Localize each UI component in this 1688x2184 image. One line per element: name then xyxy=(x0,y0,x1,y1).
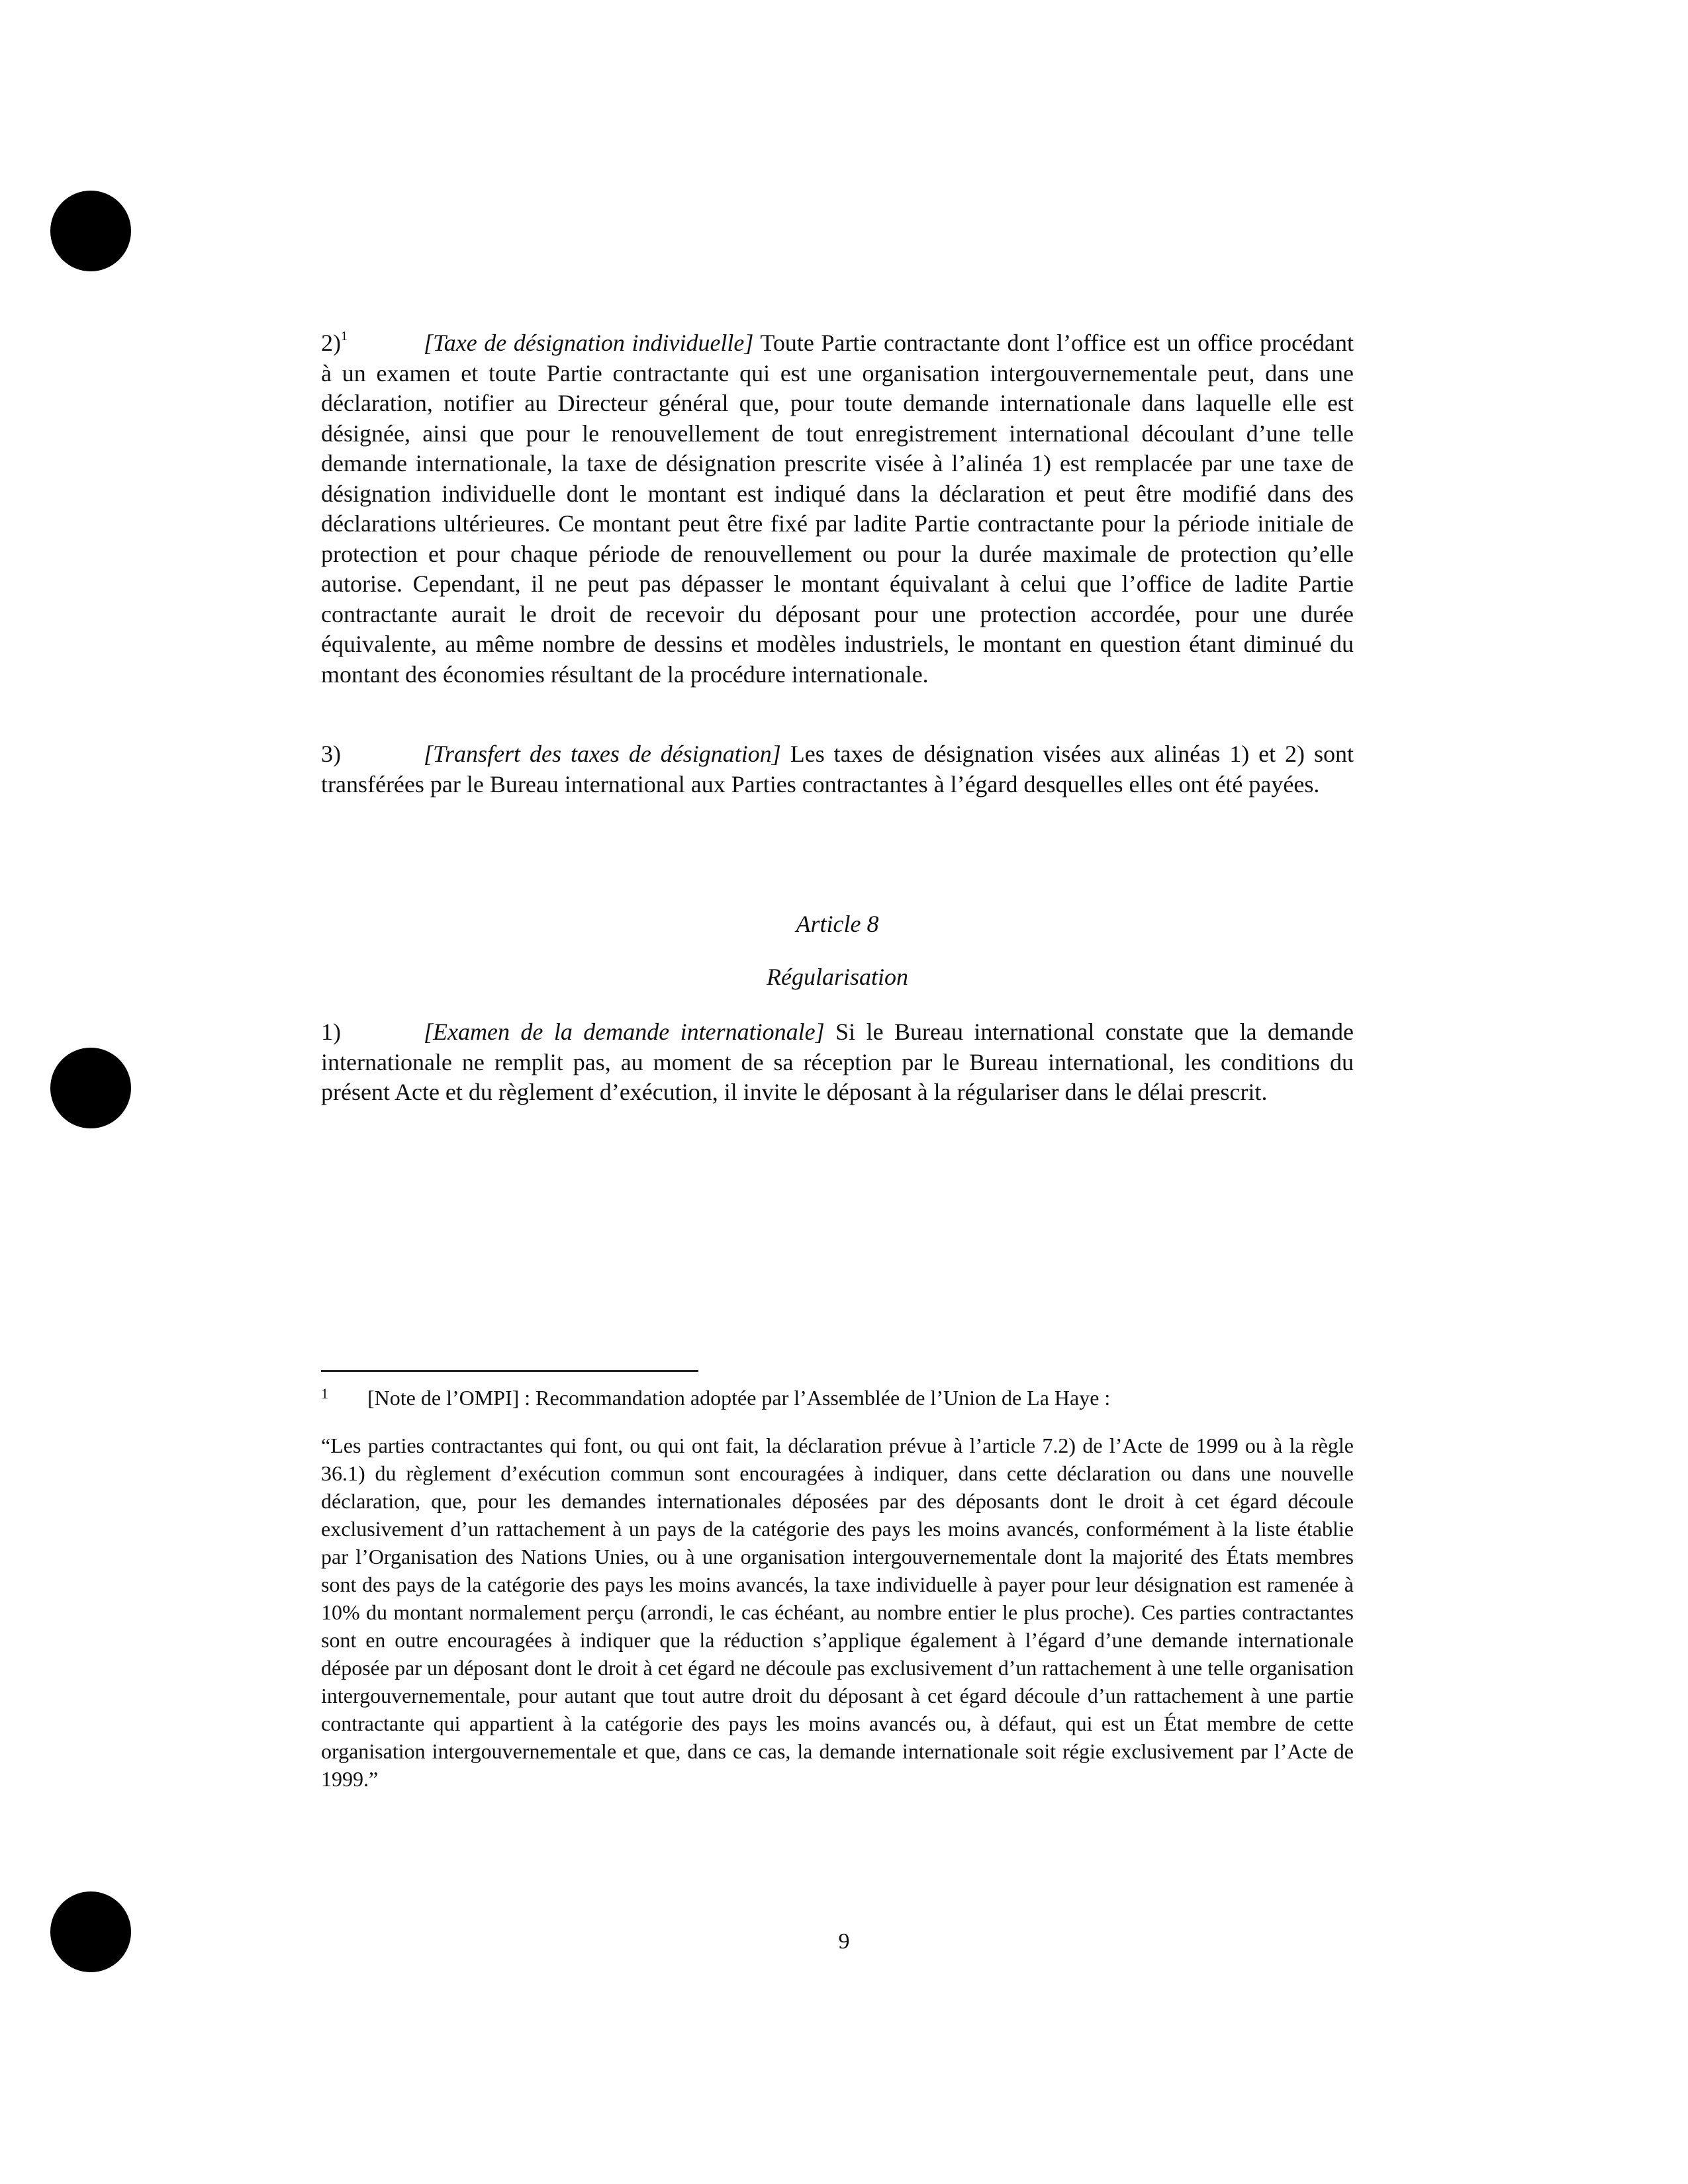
article-subtitle: Régularisation xyxy=(767,964,908,990)
footnote-body: “Les parties contractantes qui font, ou qui ont fait, la déclaration prévue à l’article 7.2) de l’Acte de 1999 ou à la règle 36.1) du règlement d’exécution commun sont encouragées à indiquer, dans cette déclaration ou dans une nouvelle déclaration, que, pour les demandes internationales déposées par des déposants dont le droit à cet égard découle exclusivement d’un rattachement à un pays de la catégorie des pays les moins avancés, conformément à la liste établie par l’Organisation des Nations Unies, ou à une organisation intergouvernementale dont la majorité des États membres sont des pays de la catégorie des pays les moins avancés, la taxe individuelle à payer pour leur désignation est ramenée à 10% du montant normalement perçu (arrondi, le cas échéant, au nombre entier le plus proche). Ces parties contractantes sont en outre encouragées à indiquer que la réduction s’applique également à l’égard d’une demande internationale déposée par un déposant dont le droit à cet égard ne découle pas exclusivement d’un rattachement à une telle organisation intergouvernementale, pour autant que tout autre droit du déposant à cet égard découle d’un rattachement à une partie contractante qui appartient à la catégorie des pays les moins avancés ou, à défaut, qui est un État membre de cette organisation intergouvernementale et que, dans ce cas, la demande internationale soit régie exclusivement par l’Acte de 1999.” xyxy=(321,1433,1354,1791)
footnote-reference[interactable]: 1 xyxy=(341,329,348,343)
paragraph-8-1 xyxy=(321,1017,1354,1108)
paragraph-number: 1) xyxy=(321,1019,341,1045)
footnote-separator xyxy=(321,1370,698,1372)
footnote-mark: 1 xyxy=(321,1385,328,1402)
paragraph-heading: [Transfert des taxes de désignation] xyxy=(424,741,781,767)
paragraph-text: Les taxes de désignation visées aux alinéas 1) et 2) sont transférées par le Bureau international aux Parties contractantes à l’égard desquelles elles ont été payées. xyxy=(321,741,1354,797)
punch-hole xyxy=(50,191,131,271)
page-number: 9 xyxy=(838,1929,850,1954)
paragraph-text: Si le Bureau international constate que la demande internationale ne remplit pas, au moment de sa réception par le Bureau international, les conditions du présent Acte et du règlement d’exécution, il invite le déposant à la régulariser dans le délai prescrit. xyxy=(321,1019,1354,1105)
paragraph-2 xyxy=(321,328,1354,690)
paragraph-3 xyxy=(321,739,1354,799)
paragraph-text: Toute Partie contractante dont l’office est un office procédant à un examen et toute Partie contractante qui est une organisation intergouvernementale peut, dans une déclaration, notifier au Directeur général que, pour toute demande internationale dans laquelle elle est désignée, ainsi que pour le renouvellement de tout enregistrement international découlant d’une telle demande internationale, la taxe de désignation prescrite visée à l’alinéa 1) est remplacée par une taxe de désignation individuelle dont le montant est indiqué dans la déclaration et peut être modifié dans des déclarations ultérieures. Ce montant peut être fixé par ladite Partie contractante pour la période initiale de protection et pour chaque période de renouvellement ou pour la durée maximale de protection qu’elle autorise. Cependant, il ne peut pas dépasser le montant équivalant à celui que l’office de ladite Partie contractante aurait le droit de recevoir du déposant pour une protection accordée, pour une durée équivalente, au même nombre de dessins et modèles industriels, le montant en question étant diminué du montant des économies résultant de la procédure internationale. xyxy=(321,330,1354,688)
footnote-heading-text: [Note de l’OMPI] : Recommandation adoptée par l’Assemblée de l’Union de La Haye : xyxy=(367,1386,1111,1410)
footnote-heading xyxy=(321,1380,1354,1412)
paragraph-number: 2)$^1$ xyxy=(321,329,348,356)
paragraph-number: 3) xyxy=(321,741,341,767)
article-title: Article 8 xyxy=(796,911,879,937)
paragraph-heading: [Examen de la demande internationale] xyxy=(424,1019,825,1045)
paragraph-heading: [Taxe de désignation individuelle] xyxy=(424,330,754,356)
punch-hole xyxy=(50,1048,131,1128)
